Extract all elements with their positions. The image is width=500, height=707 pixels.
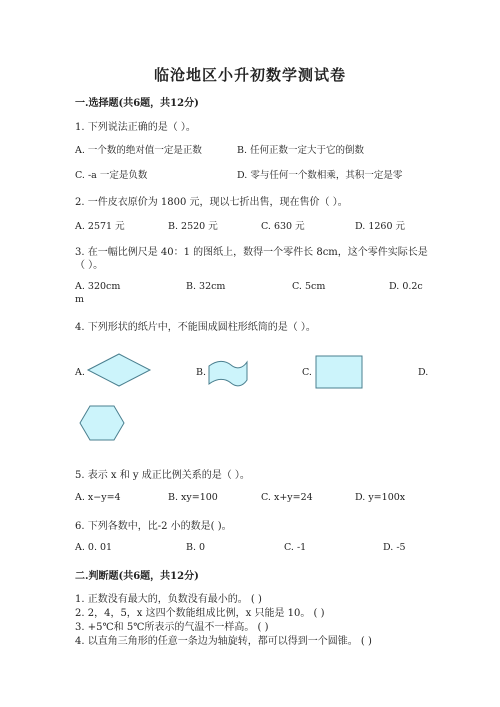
q2-option-d[interactable]: D. 1260 元 — [355, 221, 406, 232]
q6-option-d[interactable]: D. -5 — [383, 542, 406, 553]
judgement-item: 4. 以直角三角形的任意一条边为轴旋转，都可以得到一个圆锥。 ( ) — [75, 636, 372, 647]
q4-option-d-label[interactable]: D. — [418, 367, 429, 378]
q4-option-b-label[interactable]: B. — [196, 367, 207, 378]
question-4: 4. 下列形状的纸片中，不能围成圆柱形纸筒的是（ ）。 — [75, 322, 316, 333]
q4-option-a-label[interactable]: A. — [75, 367, 85, 378]
q1-option-a[interactable]: A. 一个数的绝对值一定是正数 — [75, 145, 202, 156]
q5-option-a[interactable]: A. x−y=4 — [75, 492, 121, 503]
q3-option-a[interactable]: A. 320cm — [75, 281, 121, 292]
q1-option-b[interactable]: B. 任何正数一定大于它的倒数 — [237, 145, 365, 156]
question-3-line2: （ ）。 — [75, 260, 104, 271]
wavy-parallelogram-shape[interactable] — [207, 360, 249, 388]
section-heading-judgement: 二.判断题(共6题，共12分) — [75, 571, 199, 582]
q2-option-c[interactable]: C. 630 元 — [261, 221, 305, 232]
q6-option-b[interactable]: B. 0 — [186, 542, 206, 553]
q2-option-b[interactable]: B. 2520 元 — [168, 221, 218, 232]
q5-option-c[interactable]: C. x+y=24 — [261, 492, 313, 503]
q5-option-b[interactable]: B. xy=100 — [168, 492, 218, 503]
q1-option-c[interactable]: C. -a 一定是负数 — [75, 170, 148, 181]
q6-option-c[interactable]: C. -1 — [284, 542, 307, 553]
judgement-item: 1. 正数没有最大的，负数没有最小的。 ( ) — [75, 594, 262, 605]
question-1: 1. 下列说法正确的是（ ）。 — [75, 122, 196, 133]
q2-option-a[interactable]: A. 2571 元 — [75, 221, 125, 232]
rhombus-shape[interactable] — [86, 352, 152, 388]
judgement-item: 3. +5℃和 5℃所表示的气温不一样高。 ( ) — [75, 622, 269, 633]
section-heading-choice: 一.选择题(共6题，共12分) — [75, 98, 199, 109]
question-5: 5. 表示 x 和 y 成正比例关系的是（ ）。 — [75, 470, 250, 481]
q3-option-d-wrap: m — [75, 294, 85, 305]
page-title: 临沧地区小升初数学测试卷 — [153, 66, 346, 84]
question-6: 6. 下列各数中，比-2 小的数是( )。 — [75, 521, 232, 532]
question-3-line1: 3. 在一幅比例尺是 40：1 的图纸上，数得一个零件长 8cm，这个零件实际长是 — [75, 247, 428, 258]
q3-option-b[interactable]: B. 32cm — [186, 281, 226, 292]
q5-option-d[interactable]: D. y=100x — [355, 492, 406, 503]
judgement-item: 2. 2，4，5，x 这四个数能组成比例，x 只能是 10。 ( ) — [75, 608, 325, 619]
q3-option-c[interactable]: C. 5cm — [292, 281, 326, 292]
q6-option-a[interactable]: A. 0. 01 — [75, 542, 113, 553]
q3-option-d[interactable]: D. 0.2c — [389, 281, 423, 292]
q1-option-d[interactable]: D. 零与任何一个数相乘，其积一定是零 — [237, 170, 403, 181]
q4-option-c-label[interactable]: C. — [302, 367, 312, 378]
rectangle-shape[interactable] — [315, 355, 363, 389]
question-2: 2. 一件皮衣原价为 1800 元，现以七折出售，现在售价（ ）。 — [75, 197, 348, 208]
hexagon-shape[interactable] — [78, 404, 126, 442]
